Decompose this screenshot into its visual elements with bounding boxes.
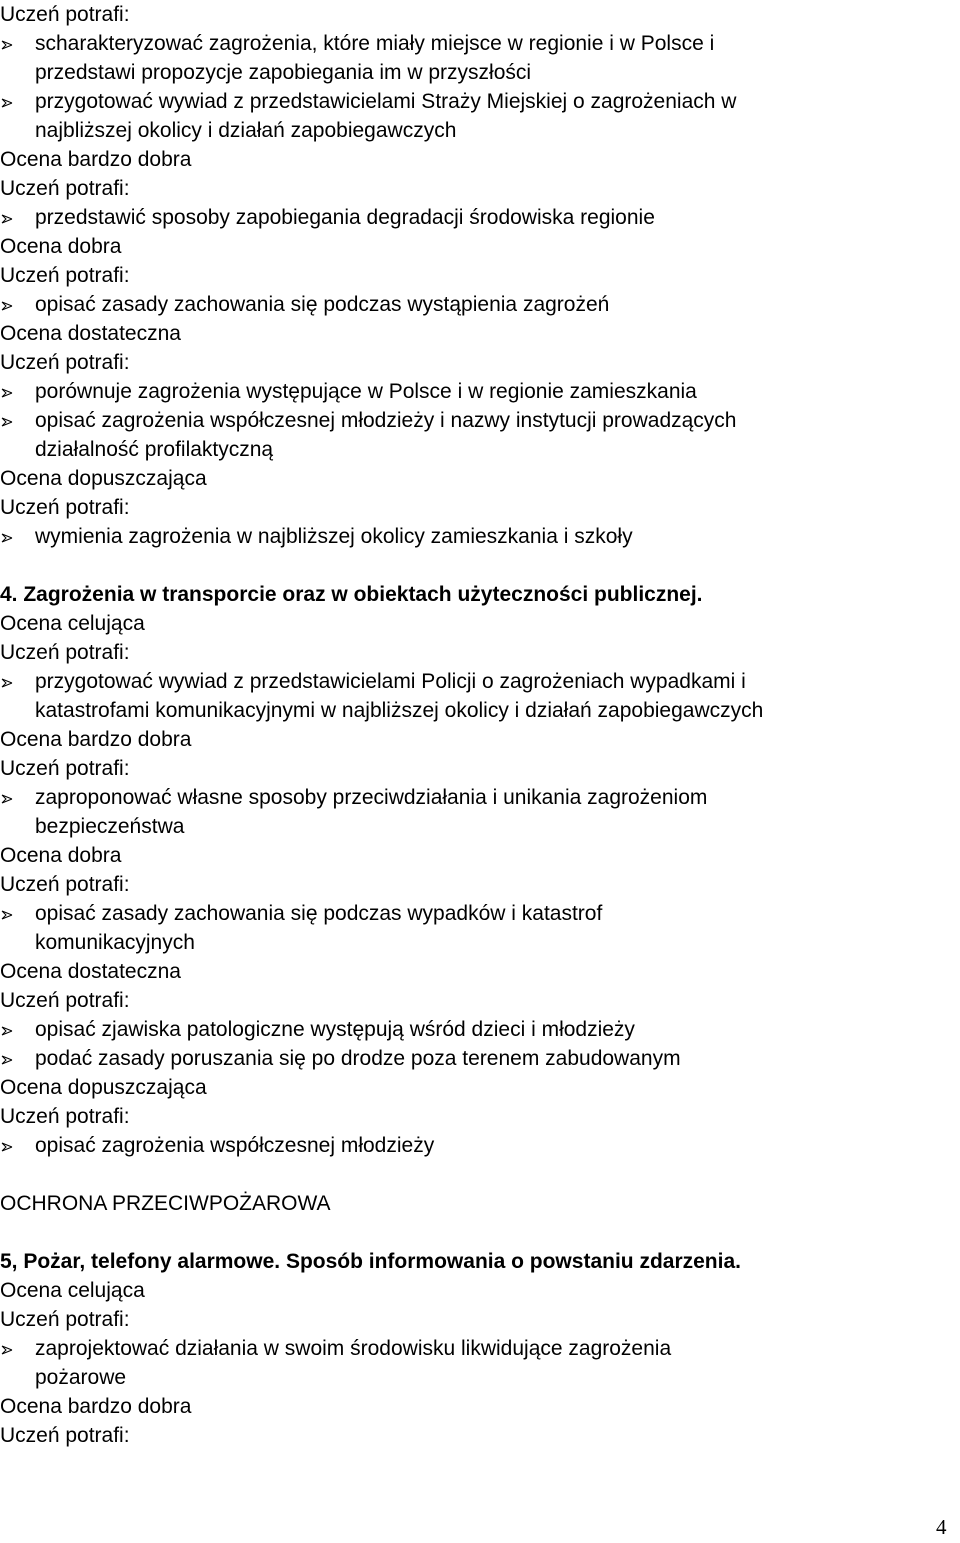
bullet-text-line: opisać zagrożenia współczesnej młodzieży: [35, 1134, 435, 1157]
text-line: Ocena dopuszczająca: [0, 467, 207, 490]
bullet-text-line: przygotować wywiad z przedstawicielami Straży Miejskiej o zagrożeniach w: [35, 90, 737, 113]
bullet-text-line: zaproponować własne sposoby przeciwdziałania i unikania zagrożeniom: [35, 786, 708, 809]
bullet-item: [0, 1334, 960, 1392]
bullet-marker: [0, 203, 35, 232]
text-line: Uczeń potrafi:: [0, 757, 130, 780]
bullet-text-line: najbliższej okolicy i działań zapobiegawczych: [35, 119, 457, 142]
text-line: Uczeń potrafi:: [0, 496, 130, 519]
hollow-arrow-bullet-icon: [1, 1026, 13, 1036]
bullet-text: [35, 203, 655, 232]
blank-line: [0, 551, 960, 580]
bullet-text-line: opisać zjawiska patologiczne występują wśród dzieci i młodzieży: [35, 1018, 635, 1041]
hollow-arrow-bullet-icon: [1, 678, 13, 688]
bullet-item: [0, 1131, 960, 1160]
text-line: Uczeń potrafi:: [0, 264, 130, 287]
bullet-text-line: scharakteryzować zagrożenia, które miały miejsce w regionie i w Polsce i: [35, 32, 715, 55]
bullet-item: [0, 406, 960, 464]
bullet-item: [0, 667, 960, 725]
bullet-text: [35, 1015, 635, 1044]
bullet-marker: [0, 29, 35, 87]
bullet-marker: [0, 1334, 35, 1392]
bullet-item: [0, 1015, 960, 1044]
hollow-arrow-bullet-icon: [1, 1142, 13, 1152]
text-line: Ocena dostateczna: [0, 322, 181, 345]
bullet-text-line: pożarowe: [35, 1366, 127, 1389]
text-line: Ocena celująca: [0, 612, 145, 635]
hollow-arrow-bullet-icon: [1, 98, 13, 108]
hollow-arrow-bullet-icon: [1, 794, 13, 804]
bullet-text-line: opisać zagrożenia współczesnej młodzieży i nazwy instytucji prowadzących: [35, 409, 737, 432]
hollow-arrow-bullet-icon: [1, 1345, 13, 1355]
text-line: Uczeń potrafi:: [0, 1308, 130, 1331]
bullet-text: [35, 667, 763, 725]
hollow-arrow-bullet-icon: [1, 910, 13, 920]
bullet-text-line: opisać zasady zachowania się podczas wystąpienia zagrożeń: [35, 293, 610, 316]
bullet-marker: [0, 1131, 35, 1160]
bullet-text-line: wymienia zagrożenia w najbliższej okolicy zamieszkania i szkoły: [35, 525, 633, 548]
text-line: Ocena bardzo dobra: [0, 1395, 192, 1418]
hollow-arrow-bullet-icon: [1, 40, 13, 50]
bullet-marker: [0, 667, 35, 725]
bullet-item: [0, 783, 960, 841]
section-heading: 4. Zagrożenia w transporcie oraz w obiektach użyteczności publicznej.: [0, 583, 703, 606]
text-line: Uczeń potrafi:: [0, 177, 130, 200]
bullet-text: [35, 290, 609, 319]
bullet-marker: [0, 1044, 35, 1073]
text-line: Uczeń potrafi:: [0, 351, 130, 374]
text-line: Ocena dopuszczająca: [0, 1076, 207, 1099]
text-line: Ocena dostateczna: [0, 960, 181, 983]
text-line: Uczeń potrafi:: [0, 989, 130, 1012]
bullet-marker: [0, 783, 35, 841]
bullet-marker: [0, 290, 35, 319]
text-line: Uczeń potrafi:: [0, 3, 130, 26]
page-number: 4: [936, 1515, 947, 1539]
hollow-arrow-bullet-icon: [1, 388, 13, 398]
bullet-marker: [0, 87, 35, 145]
bullet-text: [35, 522, 633, 551]
bullet-marker: [0, 377, 35, 406]
bullet-text: [35, 899, 602, 957]
bullet-item: [0, 377, 960, 406]
bullet-marker: [0, 1015, 35, 1044]
bullet-text: [35, 87, 736, 145]
bullet-item: [0, 290, 960, 319]
bullet-text-line: komunikacyjnych: [35, 931, 195, 954]
bullet-text-line: przedstawić sposoby zapobiegania degradacji środowiska regionie: [35, 206, 655, 229]
bullet-text-line: działalność profilaktyczną: [35, 438, 274, 461]
bullet-text: [35, 1334, 671, 1392]
bullet-text: [35, 1131, 434, 1160]
bullet-marker: [0, 522, 35, 551]
bullet-item: [0, 1044, 960, 1073]
bullet-text: [35, 377, 697, 406]
bullet-text-line: przedstawi propozycje zapobiegania im w przyszłości: [35, 61, 532, 84]
text-line: Uczeń potrafi:: [0, 641, 130, 664]
bullet-text-line: bezpieczeństwa: [35, 815, 185, 838]
bullet-text: [35, 783, 707, 841]
text-line: Uczeń potrafi:: [0, 873, 130, 896]
bullet-item: [0, 203, 960, 232]
bullet-text-line: opisać zasady zachowania się podczas wypadków i katastrof: [35, 902, 603, 925]
hollow-arrow-bullet-icon: [1, 214, 13, 224]
bullet-text-line: zaprojektować działania w swoim środowisku likwidujące zagrożenia: [35, 1337, 672, 1360]
blank-line: [0, 1160, 960, 1189]
bullet-item: [0, 522, 960, 551]
bullet-text-line: katastrofami komunikacyjnymi w najbliższej okolicy i działań zapobiegawczych: [35, 699, 764, 722]
text-line: Ocena celująca: [0, 1279, 145, 1302]
text-line: Ocena dobra: [0, 235, 122, 258]
hollow-arrow-bullet-icon: [1, 301, 13, 311]
text-line: OCHRONA PRZECIWPOŻAROWA: [0, 1192, 331, 1215]
bullet-text-line: porównuje zagrożenia występujące w Polsce i w regionie zamieszkania: [35, 380, 697, 403]
hollow-arrow-bullet-icon: [1, 417, 13, 427]
blank-line: [0, 1218, 960, 1247]
text-line: Ocena bardzo dobra: [0, 148, 192, 171]
bullet-text-line: przygotować wywiad z przedstawicielami Policji o zagrożeniach wypadkami i: [35, 670, 746, 693]
text-line: Uczeń potrafi:: [0, 1105, 130, 1128]
bullet-text-line: podać zasady poruszania się po drodze poza terenem zabudowanym: [35, 1047, 681, 1070]
bullet-marker: [0, 899, 35, 957]
hollow-arrow-bullet-icon: [1, 1055, 13, 1065]
bullet-text: [35, 406, 736, 464]
bullet-text: [35, 1044, 681, 1073]
bullet-item: [0, 29, 960, 87]
text-line: Ocena dobra: [0, 844, 122, 867]
hollow-arrow-bullet-icon: [1, 533, 13, 543]
text-line: Uczeń potrafi:: [0, 1424, 130, 1447]
bullet-item: [0, 87, 960, 145]
section-heading: 5, Pożar, telefony alarmowe. Sposób informowania o powstaniu zdarzenia.: [0, 1250, 741, 1273]
bullet-marker: [0, 406, 35, 464]
bullet-text: [35, 29, 714, 87]
text-line: Ocena bardzo dobra: [0, 728, 192, 751]
bullet-item: [0, 899, 960, 957]
